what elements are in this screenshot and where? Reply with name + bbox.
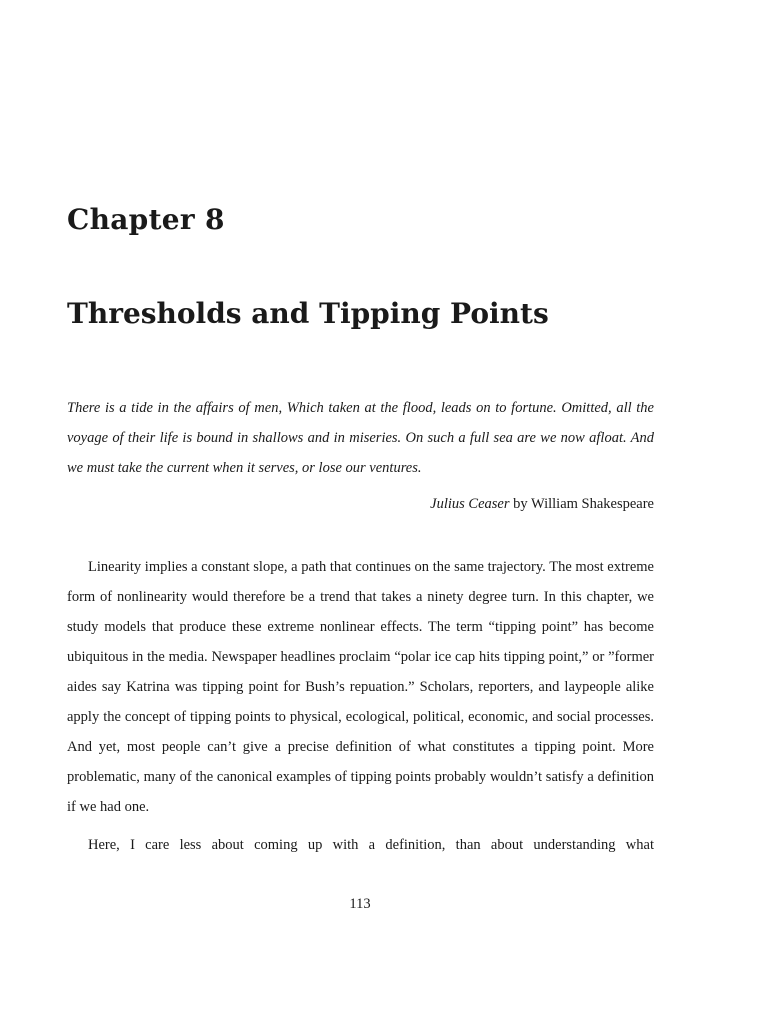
attribution-author: by William Shakespeare (509, 496, 654, 512)
epigraph-attribution (67, 490, 654, 518)
body-paragraph: Linearity implies a constant slope, a path that continues on the same trajectory. The most extreme form of nonlinearity would therefore be a trend that takes a ninety degree turn. In this chapter, we study models that produce these extreme nonlinear effects. The term “tipping point” has become ubiquitous in the media. Newspaper headlines proclaim “polar ice cap hits tipping point,” or ”former aides say Katrina was tipping point for Bush’s repuation.” Scholars, reporters, and laypeople alike apply the concept of tipping points to physical, ecological, political, economic, and social processes. And yet, most people can’t give a precise definition of what constitutes a tipping point. More problematic, many of the canonical examples of tipping points probably wouldn’t satisfy a definition if we had one. (67, 559, 654, 815)
page-number: 113 (349, 896, 371, 912)
chapter-number-heading: Chapter 8 (67, 203, 225, 236)
chapter-title-heading: Thresholds and Tipping Points (67, 297, 549, 330)
body-paragraph: Here, I care less about coming up with a definition, than about understanding what (88, 837, 654, 853)
attribution-work-title: Julius Ceaser (430, 496, 510, 512)
epigraph-quote: There is a tide in the affairs of men, Which taken at the flood, leads on to fortune. Omitted, all the voyage of their life is bound in shallows and in miseries. On such a full sea are we now afloat. And we must take the current when it serves, or lose our ventures. (67, 400, 654, 476)
